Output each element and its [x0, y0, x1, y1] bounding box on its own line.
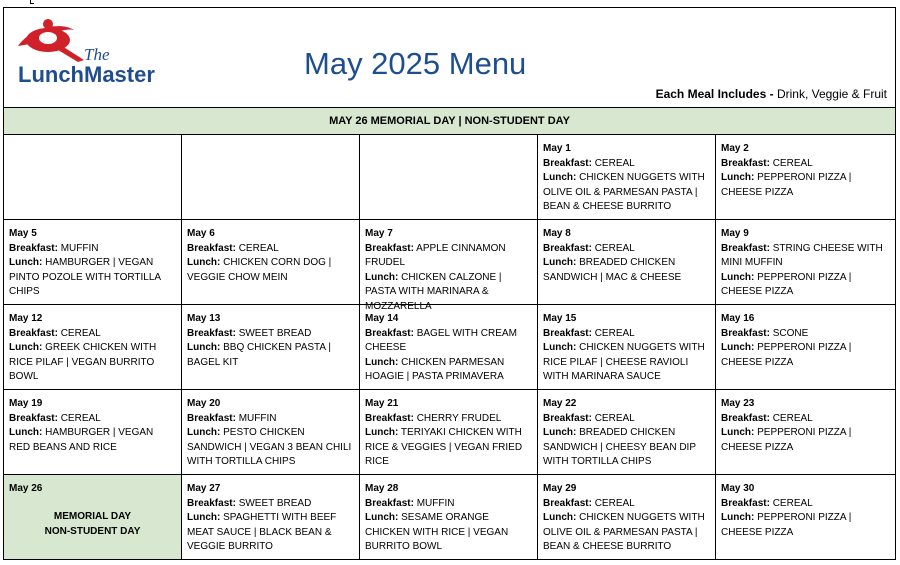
lunch-item: GREEK CHICKEN WITH RICE PILAF | VEGAN BURRITO BOWL	[9, 342, 157, 382]
breakfast-label: Breakfast:	[187, 412, 236, 424]
lunch-item: SPAGHETTI WITH BEEF MEAT SAUCE | BLACK BEAN & VEGGIE BURRITO	[187, 512, 337, 552]
breakfast-line	[365, 412, 532, 427]
breakfast-item: MUFFIN	[57, 242, 99, 254]
day-cell	[4, 305, 182, 390]
day-date: May 2	[721, 143, 749, 154]
lunch-line	[9, 426, 176, 455]
empty-day-cell	[182, 135, 360, 220]
meal-includes	[656, 87, 887, 101]
day-date: May 14	[365, 313, 399, 324]
breakfast-line	[543, 327, 710, 342]
lunch-line	[721, 426, 890, 455]
breakfast-label: Breakfast:	[9, 327, 58, 339]
breakfast-label: Breakfast:	[187, 327, 236, 339]
lunch-item: BREADED CHICKEN SANDWICH | CHEESY BEAN DIP WITH TORTILLA CHIPS	[543, 427, 696, 467]
breakfast-label: Breakfast:	[721, 327, 770, 339]
lunch-label: Lunch:	[365, 427, 399, 438]
day-date: May 19	[9, 398, 43, 409]
day-cell	[182, 220, 360, 305]
lunch-item: CHICKEN CORN DOG | VEGGIE CHOW MEIN	[187, 257, 332, 283]
empty-day-cell	[4, 135, 182, 220]
lunch-label: Lunch:	[365, 356, 399, 368]
breakfast-item: CEREAL	[591, 242, 635, 254]
breakfast-item: CEREAL	[57, 412, 101, 424]
lunch-line	[9, 341, 176, 385]
day-cell	[182, 475, 360, 559]
day-date: May 12	[9, 313, 43, 324]
day-date: May 16	[721, 313, 755, 324]
empty-day-cell	[360, 135, 538, 220]
breakfast-label: Breakfast:	[9, 242, 58, 254]
chef-swoosh-icon	[18, 19, 84, 62]
breakfast-item: CEREAL	[591, 497, 635, 509]
day-cell	[538, 135, 716, 220]
day-cell	[182, 305, 360, 390]
breakfast-line	[365, 327, 532, 356]
day-date: May 1	[543, 143, 571, 154]
day-cell	[4, 390, 182, 475]
lunch-item: BREADED CHICKEN SANDWICH | MAC & CHEESE	[543, 257, 682, 283]
day-date: May 23	[721, 398, 755, 409]
lunch-label: Lunch:	[187, 257, 221, 268]
breakfast-line	[543, 242, 710, 257]
lunch-item: PESTO CHICKEN SANDWICH | VEGAN 3 BEAN CHILI WITH TORTILLA CHIPS	[187, 427, 352, 467]
lunch-line	[543, 256, 710, 285]
breakfast-line	[721, 327, 890, 342]
lunch-label: Lunch:	[721, 172, 755, 183]
breakfast-line	[9, 327, 176, 342]
breakfast-item: CEREAL	[591, 412, 635, 424]
breakfast-item: CEREAL	[769, 412, 813, 424]
lunch-line	[187, 426, 354, 470]
breakfast-item: CHERRY FRUDEL	[413, 412, 502, 424]
lunch-line	[365, 426, 532, 470]
lunch-item: PEPPERONI PIZZA | CHEESE PIZZA	[721, 172, 852, 198]
lunch-label: Lunch:	[9, 257, 43, 268]
lunch-line	[187, 341, 354, 370]
breakfast-line	[187, 497, 354, 512]
holiday-note: MEMORIAL DAY	[53, 510, 132, 522]
breakfast-line	[365, 242, 532, 271]
day-cell	[538, 390, 716, 475]
breakfast-line	[721, 242, 890, 271]
lunchmaster-logo	[12, 16, 192, 86]
breakfast-label: Breakfast:	[543, 497, 592, 509]
day-cell	[4, 220, 182, 305]
day-cell	[538, 305, 716, 390]
breakfast-item: SWEET BREAD	[235, 327, 312, 339]
logo-lunchmaster-text: LunchMaster	[18, 62, 155, 87]
lunch-item: HAMBURGER | VEGAN PINTO POZOLE WITH TORTILLA CHIPS	[9, 257, 161, 297]
day-cell	[716, 135, 895, 220]
day-date: May 6	[187, 228, 215, 239]
lunch-item: SESAME ORANGE CHICKEN WITH RICE | VEGAN BURRITO BOWL	[365, 512, 509, 552]
lunch-label: Lunch:	[9, 342, 43, 353]
lunch-line	[543, 171, 710, 215]
breakfast-item: APPLE CINNAMON FRUDEL	[365, 242, 506, 268]
day-cell	[716, 475, 895, 559]
lunch-label: Lunch:	[365, 271, 399, 283]
lunch-line	[187, 256, 354, 285]
lunch-item: CHICKEN NUGGETS WITH RICE PILAF | CHEESE RAVIOLI WITH MARINARA SAUCE	[543, 342, 705, 382]
breakfast-line	[365, 497, 532, 512]
breakfast-line	[543, 412, 710, 427]
lunch-line	[543, 341, 710, 385]
breakfast-label: Breakfast:	[187, 497, 236, 509]
lunch-item: PEPPERONI PIZZA | CHEESE PIZZA	[721, 271, 852, 297]
day-date: May 20	[187, 398, 221, 409]
lunch-label: Lunch:	[721, 512, 755, 523]
breakfast-line	[721, 157, 890, 172]
lunch-label: Lunch:	[543, 342, 577, 353]
lunch-item: TERIYAKI CHICKEN WITH RICE & VEGGIES | VEGAN FRIED RICE	[365, 427, 523, 467]
breakfast-item: STRING CHEESE WITH MINI MUFFIN	[721, 242, 883, 268]
lunch-label: Lunch:	[187, 512, 221, 523]
breakfast-item: CEREAL	[57, 327, 101, 339]
day-date: May 15	[543, 313, 577, 324]
day-cell	[182, 390, 360, 475]
lunch-label: Lunch:	[9, 427, 43, 438]
lunch-line	[9, 256, 176, 300]
lunch-item: PEPPERONI PIZZA | CHEESE PIZZA	[721, 512, 852, 538]
breakfast-item: SWEET BREAD	[235, 497, 312, 509]
breakfast-label: Breakfast:	[543, 327, 592, 339]
lunch-label: Lunch:	[543, 512, 577, 523]
day-cell	[716, 220, 895, 305]
lunch-label: Lunch:	[543, 257, 577, 268]
lunch-line	[721, 341, 890, 370]
breakfast-label: Breakfast:	[365, 412, 414, 424]
day-date: May 21	[365, 398, 399, 409]
breakfast-label: Breakfast:	[721, 412, 770, 424]
lunch-item: PEPPERONI PIZZA | CHEESE PIZZA	[721, 427, 852, 453]
day-date: May 13	[187, 313, 221, 324]
breakfast-label: Breakfast:	[721, 157, 770, 169]
header	[4, 8, 895, 108]
breakfast-item: CEREAL	[591, 157, 635, 169]
breakfast-label: Breakfast:	[365, 242, 414, 254]
lunch-line	[543, 511, 710, 555]
day-cell	[360, 220, 538, 312]
breakfast-line	[187, 242, 354, 257]
breakfast-item: CEREAL	[769, 497, 813, 509]
holiday-cell	[4, 475, 182, 559]
breakfast-line	[9, 412, 176, 427]
day-date: May 22	[543, 398, 577, 409]
lunch-item: BBQ CHICKEN PASTA | BAGEL KIT	[187, 342, 331, 368]
lunch-label: Lunch:	[187, 342, 221, 353]
breakfast-label: Breakfast:	[9, 412, 58, 424]
meal-includes-value: Drink, Veggie & Fruit	[773, 87, 887, 101]
lunch-line	[543, 426, 710, 470]
lunch-item: CHICKEN PARMESAN HOAGIE | PASTA PRIMAVERA	[365, 356, 505, 382]
lunch-label: Lunch:	[721, 342, 755, 353]
day-date: May 28	[365, 483, 399, 494]
day-cell	[538, 475, 716, 559]
day-date: May 9	[721, 228, 749, 239]
lunch-line	[721, 271, 890, 300]
day-cell	[716, 305, 895, 390]
lunch-label: Lunch:	[543, 172, 577, 183]
breakfast-item: CEREAL	[769, 157, 813, 169]
breakfast-item: CEREAL	[235, 242, 279, 254]
breakfast-item: SCONE	[769, 327, 809, 339]
logo-the-text: The	[84, 45, 110, 64]
day-cell	[360, 305, 538, 390]
day-cell	[360, 390, 538, 475]
breakfast-label: Breakfast:	[365, 327, 414, 339]
breakfast-line	[543, 157, 710, 172]
breakfast-label: Breakfast:	[721, 242, 770, 254]
day-date: May 30	[721, 483, 755, 494]
lunch-label: Lunch:	[365, 512, 399, 523]
breakfast-label: Breakfast:	[365, 497, 414, 509]
day-cell	[716, 390, 895, 475]
holiday-banner: MAY 26 MEMORIAL DAY | NON-STUDENT DAY	[4, 108, 895, 135]
breakfast-item: BAGEL WITH CREAM CHEESE	[365, 327, 517, 353]
lunch-line	[187, 511, 354, 555]
breakfast-label: Breakfast:	[543, 412, 592, 424]
lunch-line	[365, 511, 532, 555]
breakfast-label: Breakfast:	[721, 497, 770, 509]
day-date: May 26	[9, 483, 43, 494]
lunch-label: Lunch:	[721, 271, 755, 283]
lunch-label: Lunch:	[721, 427, 755, 438]
breakfast-item: MUFFIN	[413, 497, 455, 509]
menu-page	[3, 7, 896, 560]
page-title: May 2025 Menu	[304, 46, 527, 81]
lunch-label: Lunch:	[187, 427, 221, 438]
breakfast-line	[721, 497, 890, 512]
day-date: May 29	[543, 483, 577, 494]
lunch-item: CHICKEN NUGGETS WITH OLIVE OIL & PARMESAN PASTA | BEAN & CHEESE BURRITO	[543, 172, 705, 212]
breakfast-line	[9, 242, 176, 257]
corner-mark	[30, 0, 34, 4]
breakfast-label: Breakfast:	[187, 242, 236, 254]
breakfast-item: MUFFIN	[235, 412, 277, 424]
breakfast-label: Breakfast:	[543, 157, 592, 169]
breakfast-line	[187, 412, 354, 427]
day-date: May 8	[543, 228, 571, 239]
meal-includes-label: Each Meal Includes -	[655, 87, 774, 101]
breakfast-label: Breakfast:	[543, 242, 592, 254]
breakfast-line	[543, 497, 710, 512]
lunch-item: CHICKEN NUGGETS WITH OLIVE OIL & PARMESAN PASTA | BEAN & CHEESE BURRITO	[543, 512, 705, 552]
day-cell	[538, 220, 716, 305]
day-date: May 7	[365, 228, 393, 239]
breakfast-item: CEREAL	[591, 327, 635, 339]
lunch-line	[721, 171, 890, 200]
day-date: May 5	[9, 228, 37, 239]
day-cell	[360, 475, 538, 559]
day-date: May 27	[187, 483, 221, 494]
holiday-note: NON-STUDENT DAY	[44, 525, 141, 537]
lunch-item: HAMBURGER | VEGAN RED BEANS AND RICE	[9, 427, 154, 453]
lunch-item: CHICKEN CALZONE | PASTA WITH MARINARA & MOZZARELLA	[365, 271, 502, 312]
breakfast-line	[187, 327, 354, 342]
menu-calendar-grid	[4, 135, 895, 559]
lunch-line	[365, 356, 532, 385]
lunch-line	[721, 511, 890, 540]
breakfast-line	[721, 412, 890, 427]
lunch-item: PEPPERONI PIZZA | CHEESE PIZZA	[721, 342, 852, 368]
lunch-label: Lunch:	[543, 427, 577, 438]
